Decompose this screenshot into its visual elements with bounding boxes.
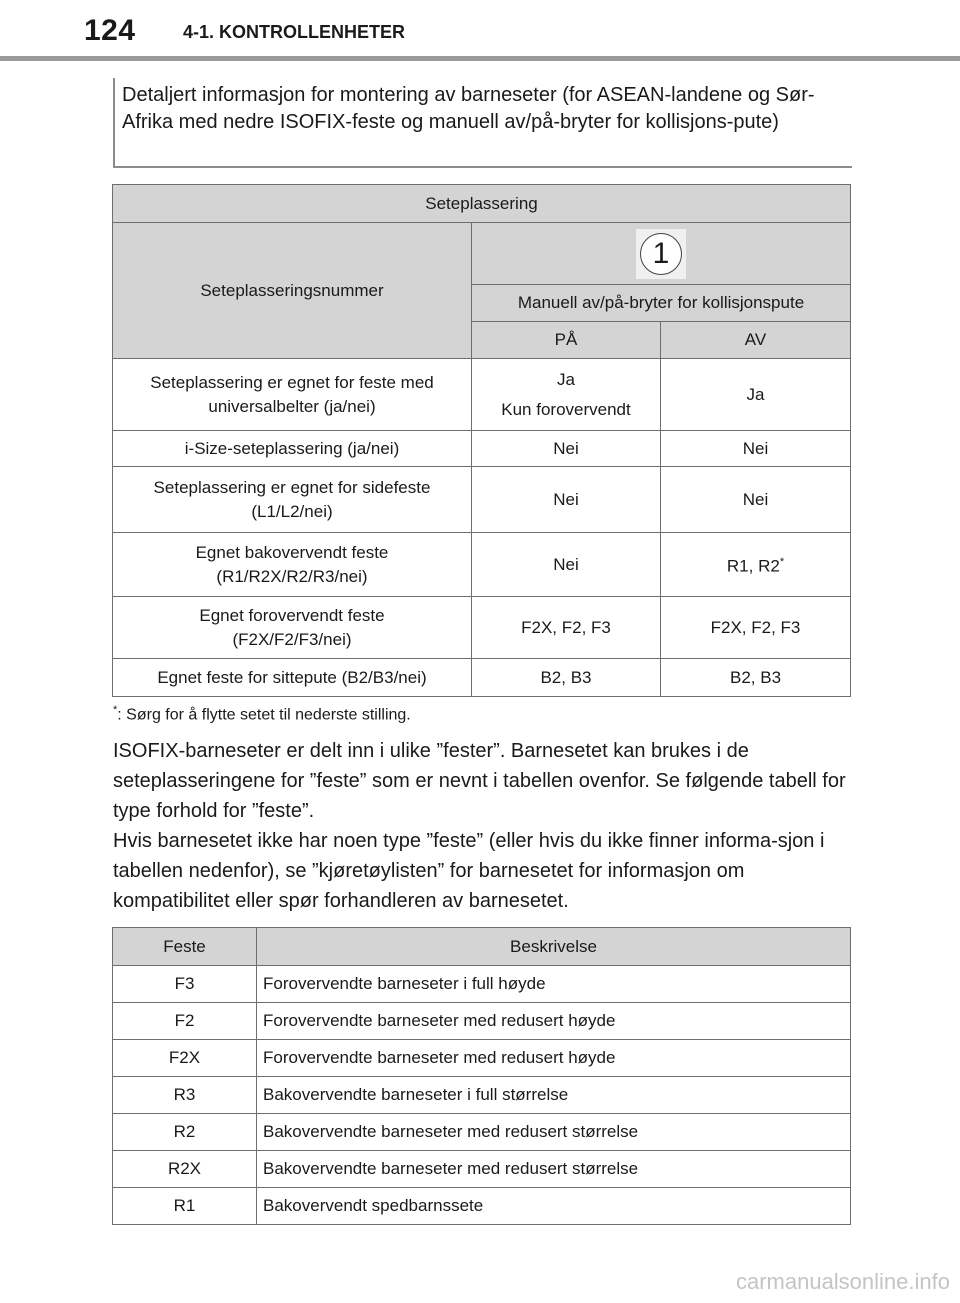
row-label: (R1/R2X/R2/R3/nei)	[216, 566, 368, 586]
paragraph: Hvis barnesetet ikke har noen type ”feste” (eller hvis du ikke finner informa-sjon i tabellen nedenfor), se ”kjøretøylisten” for barnesetet for informasjon om kompatibilitet eller spør forhandleren av barnesetet.	[113, 830, 825, 912]
table-row	[113, 1040, 851, 1077]
fixture-table	[112, 927, 851, 1225]
off-value: Ja	[661, 359, 851, 431]
on-value: Nei	[472, 467, 661, 533]
body-text	[113, 736, 848, 916]
table-row	[113, 1003, 851, 1040]
footnote-mark: *	[779, 556, 785, 569]
table-row	[113, 597, 851, 659]
column-header: Beskrivelse	[257, 928, 851, 966]
seat-number-cell	[472, 223, 851, 285]
on-value: Nei	[472, 431, 661, 467]
on-value: Ja	[557, 369, 575, 389]
column-header: Feste	[113, 928, 257, 966]
row-label: (F2X/F2/F3/nei)	[232, 629, 352, 649]
page-header	[0, 0, 960, 62]
on-value-note: Kun forovervendt	[501, 399, 631, 419]
on-value: Nei	[472, 533, 661, 597]
row-label: Seteplassering er egnet for sidefeste	[153, 477, 431, 497]
row-label: Seteplassering er egnet for feste med	[150, 372, 434, 392]
table-row	[113, 659, 851, 697]
fixture-description: Forovervendte barneseter i full høyde	[257, 966, 851, 1003]
footnote-text: : Sørg for å flytte setet til nederste stilling.	[117, 706, 411, 724]
off-label: AV	[661, 322, 851, 359]
fixture-code: R2	[113, 1114, 257, 1151]
table-row	[113, 1077, 851, 1114]
table-row	[113, 1114, 851, 1151]
table-row	[113, 533, 851, 597]
off-value: Nei	[661, 431, 851, 467]
off-value: F2X, F2, F3	[661, 597, 851, 659]
fixture-code: R2X	[113, 1151, 257, 1188]
table-row	[113, 431, 851, 467]
off-value: Nei	[661, 467, 851, 533]
table-row	[113, 467, 851, 533]
seat-number-1-icon: 1	[640, 233, 682, 275]
fixture-code: F2X	[113, 1040, 257, 1077]
row-label: Egnet forovervendt feste	[199, 605, 385, 625]
row-label: i-Size-seteplassering (ja/nei)	[113, 431, 472, 467]
footnote	[113, 704, 411, 724]
table-row	[113, 966, 851, 1003]
fixture-description: Bakovervendte barneseter med redusert størrelse	[257, 1114, 851, 1151]
table-row	[113, 1188, 851, 1225]
fixture-description: Bakovervendt spedbarnssete	[257, 1188, 851, 1225]
fixture-description: Forovervendte barneseter med redusert høyde	[257, 1003, 851, 1040]
seat-position-table	[112, 184, 851, 697]
row-label: (L1/L2/nei)	[251, 501, 333, 521]
watermark: carmanualsonline.info	[735, 1269, 950, 1294]
on-value: B2, B3	[472, 659, 661, 697]
on-value: F2X, F2, F3	[472, 597, 661, 659]
fixture-description: Bakovervendte barneseter i full størrelse	[257, 1077, 851, 1114]
on-label: PÅ	[472, 322, 661, 359]
airbag-switch-label: Manuell av/på-bryter for kollisjonspute	[472, 285, 851, 322]
row-label: universalbelter (ja/nei)	[208, 396, 376, 416]
off-value-text: R1, R2	[726, 556, 780, 576]
footnote-mark: *	[113, 704, 118, 716]
fixture-code: R1	[113, 1188, 257, 1225]
off-value	[661, 533, 851, 597]
table-title: Seteplassering	[113, 185, 851, 223]
intro-box: Detaljert informasjon for montering av barneseter (for ASEAN-landene og Sør-Afrika med nedre ISOFIX-feste og manuell av/på-bryter for kollisjons-pute)	[113, 78, 852, 168]
seat-number-label: Seteplasseringsnummer	[113, 223, 472, 359]
fixture-code: F2	[113, 1003, 257, 1040]
fixture-code: F3	[113, 966, 257, 1003]
table-row	[113, 359, 851, 431]
table-row	[113, 1151, 851, 1188]
fixture-code: R3	[113, 1077, 257, 1114]
fixture-description: Forovervendte barneseter med redusert høyde	[257, 1040, 851, 1077]
section-title: 4-1. KONTROLLENHETER	[183, 22, 406, 42]
paragraph: ISOFIX-barneseter er delt inn i ulike ”fester”. Barnesetet kan brukes i de seteplasseringene for ”feste” som er nevnt i tabellen ovenfor. Se følgende tabell for type forhold for ”feste”.	[113, 740, 846, 822]
page-number: 124	[84, 14, 136, 47]
row-label: Egnet bakovervendt feste	[195, 542, 389, 562]
off-value: B2, B3	[661, 659, 851, 697]
fixture-description: Bakovervendte barneseter med redusert størrelse	[257, 1151, 851, 1188]
header-divider	[0, 56, 960, 61]
row-label: Egnet feste for sittepute (B2/B3/nei)	[113, 659, 472, 697]
